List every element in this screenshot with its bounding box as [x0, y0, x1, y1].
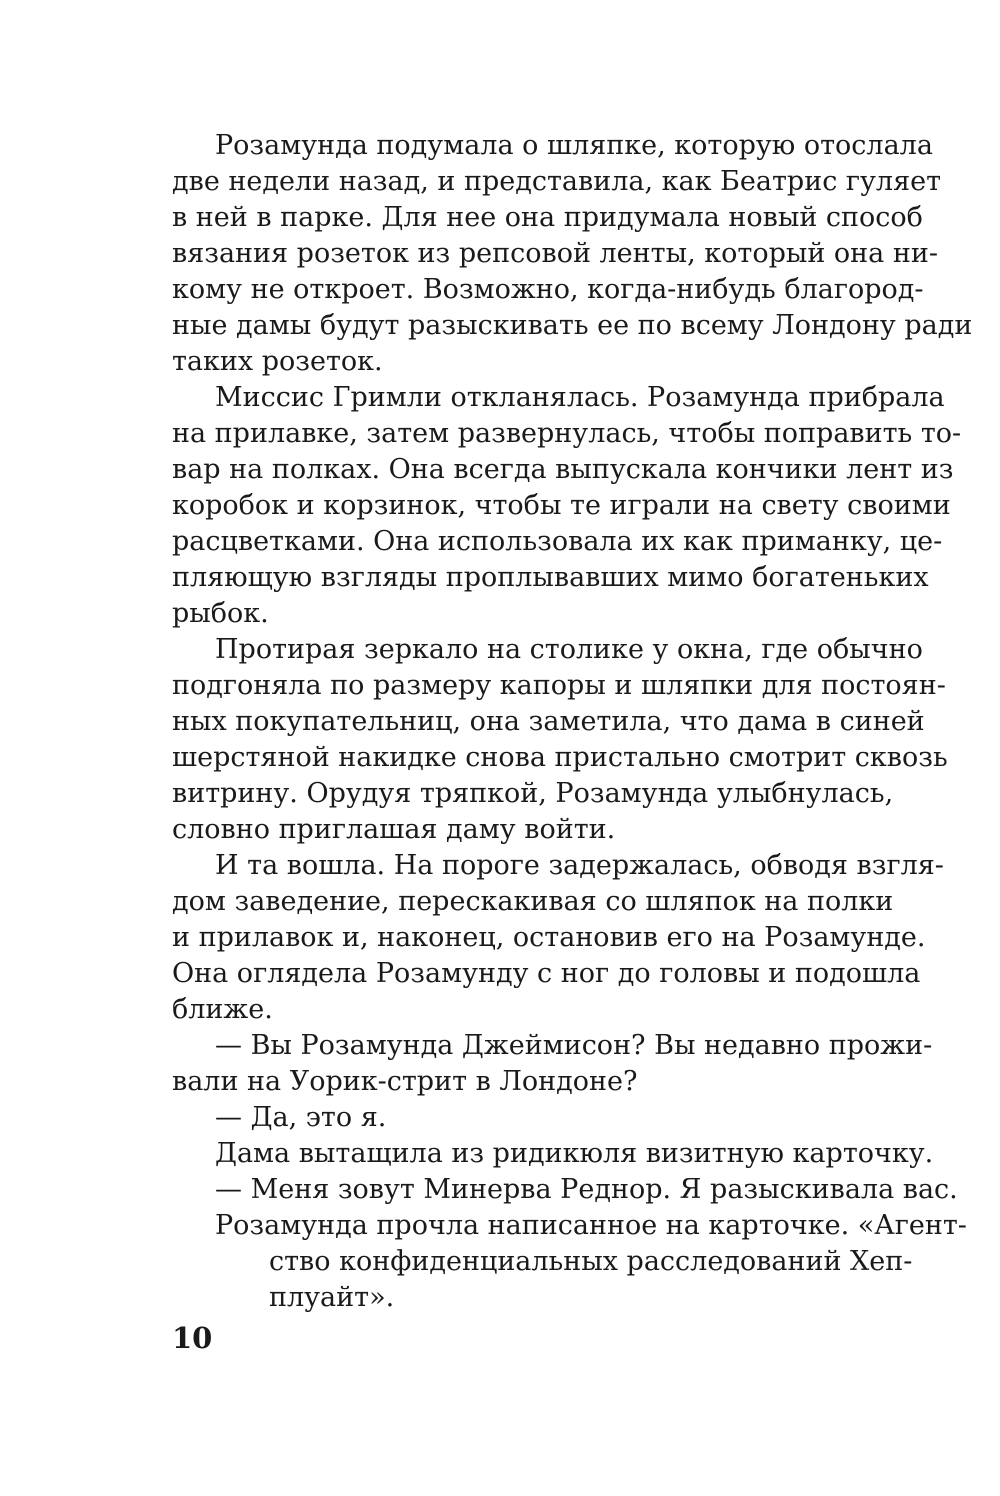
text-line: словно приглашая даму войти.	[172, 814, 616, 845]
text-line: — Меня зовут Минерва Реднор. Я разыскивала вас.	[215, 1174, 958, 1205]
text-line: две недели назад, и представила, как Беатрис гуляет	[172, 166, 942, 197]
text-line: ные дамы будут разыскивать ее по всему Лондону ради	[172, 310, 973, 341]
text-line: рыбок.	[172, 598, 269, 629]
text-line: плуайт».	[269, 1282, 395, 1313]
body-text	[172, 128, 973, 1316]
text-line: Протирая зеркало на столике у окна, где обычно	[215, 634, 923, 665]
text-line: Розамунда подумала о шляпке, которую отослала	[215, 130, 933, 161]
text-line: Она оглядела Розамунду с ног до головы и подошла	[172, 958, 921, 989]
text-line: ство конфиденциальных расследований Хеп-	[269, 1246, 913, 1277]
text-line: в ней в парке. Для нее она придумала новый способ	[172, 202, 923, 233]
text-line: дом заведение, перескакивая со шляпок на полки	[172, 886, 894, 917]
text-line: вали на Уорик-стрит в Лондоне?	[172, 1066, 638, 1097]
text-line: таких розеток.	[172, 346, 383, 377]
text-line: Миссис Гримли откланялась. Розамунда прибрала	[215, 382, 945, 413]
text-line: Розамунда прочла написанное на карточке. «Агент-	[215, 1210, 967, 1241]
text-line: шерстяной накидке снова пристально смотрит сквозь	[172, 742, 948, 773]
text-line: ближе.	[172, 994, 273, 1025]
text-line: — Вы Розамунда Джеймисон? Вы недавно прожи-	[215, 1030, 933, 1061]
text-line: подгоняла по размеру капоры и шляпки для постоян-	[172, 670, 946, 701]
text-line: коробок и корзинок, чтобы те играли на свету своими	[172, 490, 951, 521]
text-line: ных покупательниц, она заметила, что дама в синей	[172, 706, 925, 737]
text-line: витрину. Орудуя тряпкой, Розамунда улыбнулась,	[172, 778, 894, 809]
text-line: и прилавок и, наконец, остановив его на Розамунде.	[172, 922, 926, 953]
text-line: кому не откроет. Возможно, когда-нибудь благород-	[172, 274, 924, 305]
text-line: И та вошла. На пороге задержалась, обводя взгля-	[215, 850, 944, 881]
text-line: на прилавке, затем развернулась, чтобы поправить то-	[172, 418, 962, 449]
page-number: 10	[172, 1321, 213, 1355]
text-line: расцветками. Она использовала их как приманку, це-	[172, 526, 943, 557]
text-line: вязания розеток из репсовой ленты, который она ни-	[172, 238, 938, 269]
text-line: Дама вытащила из ридикюля визитную карточку.	[215, 1138, 934, 1169]
text-line: — Да, это я.	[215, 1102, 387, 1133]
text-line: пляющую взгляды проплывавших мимо богатеньких	[172, 562, 929, 593]
text-line: вар на полках. Она всегда выпускала кончики лент из	[172, 454, 954, 485]
